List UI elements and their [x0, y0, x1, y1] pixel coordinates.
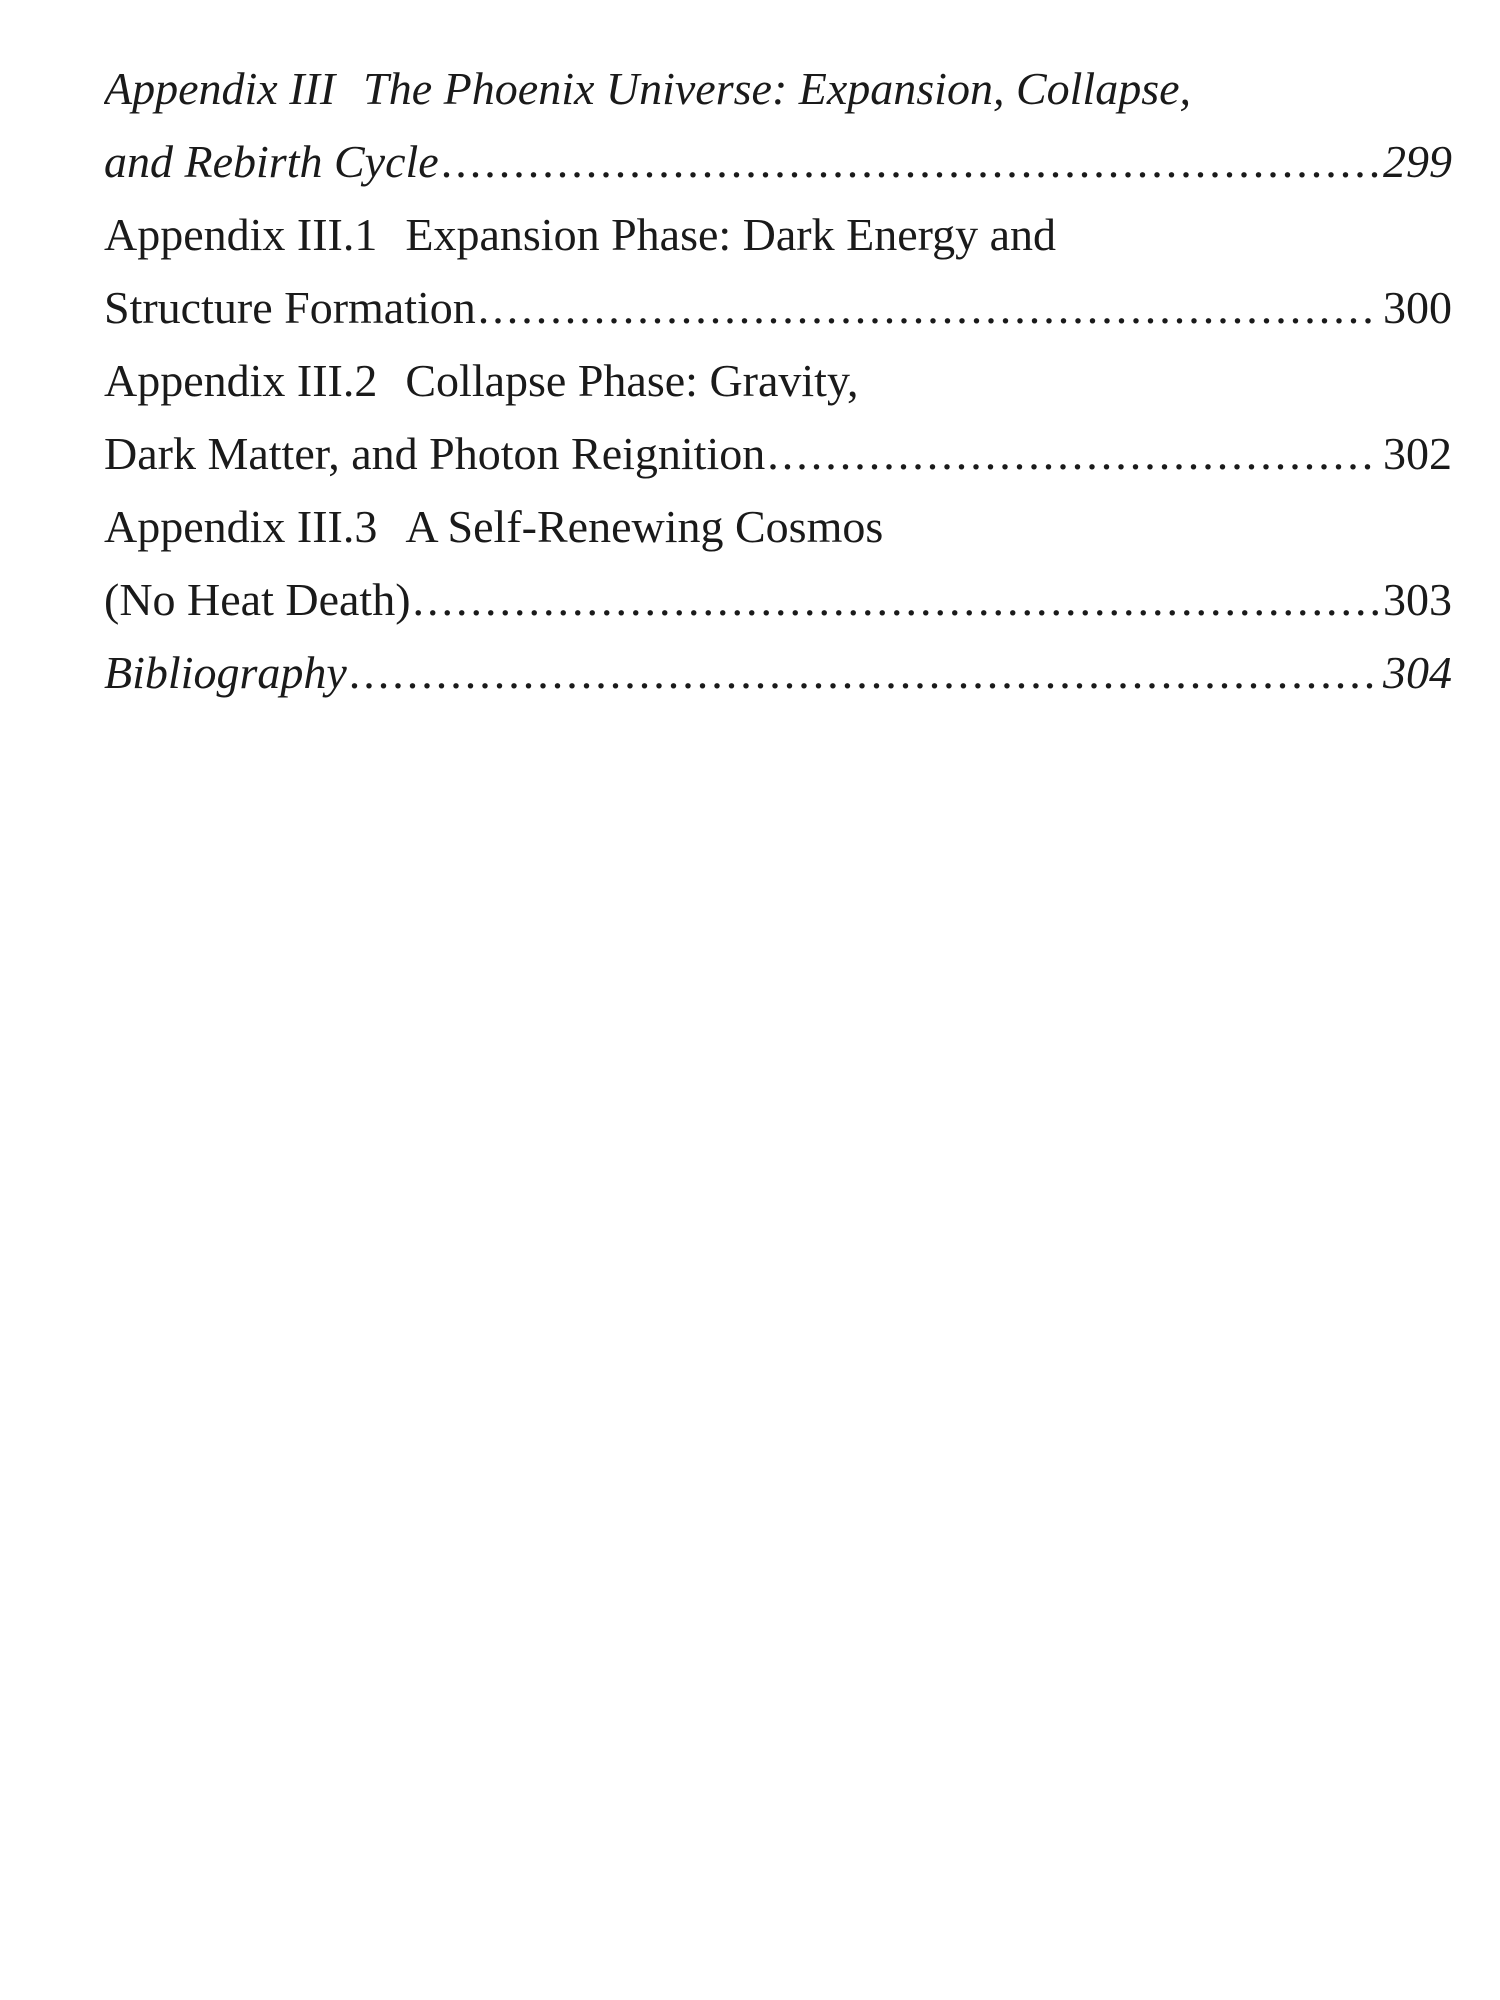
- table-of-contents: [104, 52, 1452, 709]
- toc-page-number: 304: [1383, 647, 1452, 698]
- toc-entry-appendix-iii-2-heading: [104, 344, 1452, 417]
- toc-page-number: 299: [1383, 136, 1452, 187]
- toc-entry-number: Appendix III.2: [104, 355, 378, 406]
- toc-entry-title: A Self-Renewing Cosmos: [405, 501, 884, 552]
- toc-entry-title: Bibliography: [104, 647, 347, 698]
- dot-leader: [767, 417, 1379, 490]
- toc-entry-title: Collapse Phase: Gravity,: [405, 355, 859, 406]
- toc-entry-appendix-iii-3-continuation: [104, 563, 1452, 636]
- toc-entry-appendix-iii-3-heading: [104, 490, 1452, 563]
- toc-entry-bibliography: [104, 636, 1452, 709]
- toc-entry-number: Appendix III.3: [104, 501, 378, 552]
- dot-leader: [441, 125, 1379, 198]
- toc-entry-appendix-iii-continuation: [104, 125, 1452, 198]
- toc-entry-appendix-iii-2-continuation: [104, 417, 1452, 490]
- toc-page-number: 302: [1383, 428, 1452, 479]
- toc-entry-appendix-iii-heading: [104, 52, 1452, 125]
- toc-entry-number: Appendix III.1: [104, 209, 378, 260]
- dot-leader: [478, 271, 1379, 344]
- toc-entry-title-continuation: and Rebirth Cycle: [104, 136, 439, 187]
- toc-entry-title: The Phoenix Universe: Expansion, Collapse,: [363, 63, 1192, 114]
- toc-page-number: 303: [1383, 574, 1452, 625]
- toc-entry-title: Expansion Phase: Dark Energy and: [405, 209, 1057, 260]
- dot-leader: [413, 563, 1379, 636]
- toc-page-number: 300: [1383, 282, 1452, 333]
- toc-entry-appendix-iii-1-heading: [104, 198, 1452, 271]
- toc-entry-title-continuation: (No Heat Death): [104, 574, 411, 625]
- toc-entry-number: Appendix III: [104, 63, 336, 114]
- toc-entry-title-continuation: Structure Formation: [104, 282, 476, 333]
- dot-leader: [349, 636, 1379, 709]
- toc-entry-appendix-iii-1-continuation: [104, 271, 1452, 344]
- toc-entry-title-continuation: Dark Matter, and Photon Reignition: [104, 428, 766, 479]
